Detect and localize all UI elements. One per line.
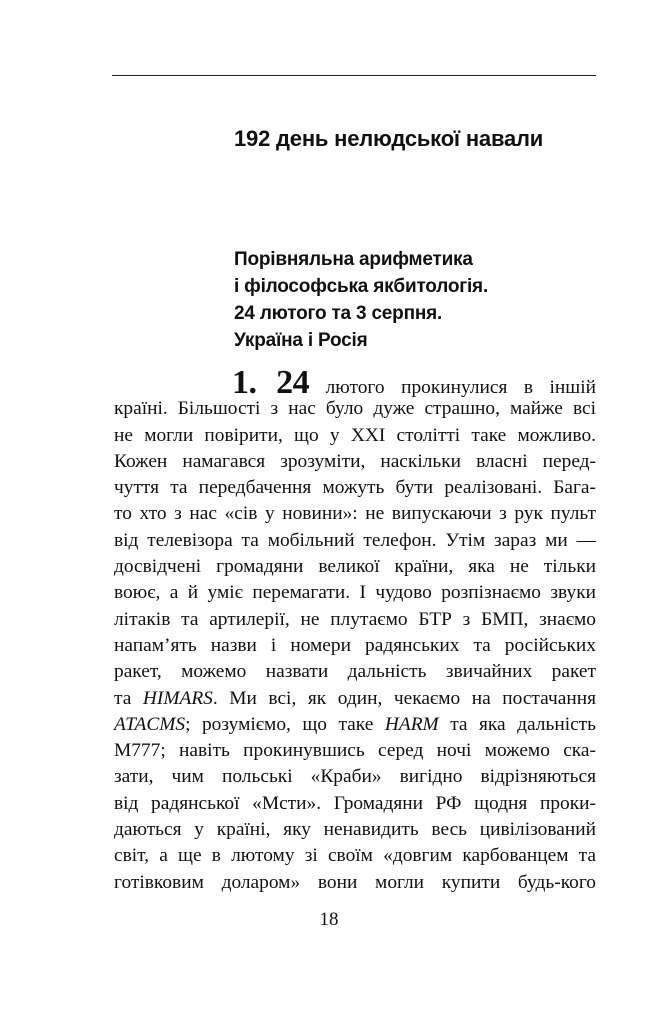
text-line: світ, а ще в лютому зі своїм «довгим карбованцем та xyxy=(114,845,596,867)
text-line: то хто з нас «сів у новини»: не випускаючи з рук пульт xyxy=(114,503,596,525)
running-title: 192 день нелюдської навали xyxy=(234,126,544,151)
italic-term: HARM xyxy=(384,713,439,735)
text-line: Кожен намагався зрозуміти, наскільки власні перед- xyxy=(114,450,596,472)
text-line: від радянської «Мсти». Громадяни РФ щодня проки- xyxy=(114,792,596,814)
text-line: країні. Більшості з нас було дуже страшно, майже всі xyxy=(114,398,596,420)
text-line: від телевізора та мобільний телефон. Утім зараз ми — xyxy=(114,529,596,551)
text-line: напам’ять назви і номери радянських та російських xyxy=(114,634,596,656)
text-line: зати, чим польські «Краби» вигідно відрізняються xyxy=(114,766,596,788)
text-line: та HIMARS. Ми всі, як один, чекаємо на постачання xyxy=(114,687,596,709)
header-rule xyxy=(112,75,596,76)
text-line: не могли повірити, що у XXI столітті таке можливо. xyxy=(114,424,596,446)
text-line: ракет, можемо назвати дальність звичайних ракет xyxy=(114,661,596,683)
text-line: літаків та артилерії, не плутаємо БТР з БМП, знаємо xyxy=(114,608,596,630)
text-line: 1. 24 лютого прокинулися в іншій xyxy=(232,364,596,401)
section-heading-line: Порівняльна арифметика xyxy=(234,249,473,270)
page-number: 18 xyxy=(319,909,339,930)
section-heading-line: і філософська якбитологія. xyxy=(234,276,489,297)
text-line: даються у країні, яку ненавидить весь цивілізований xyxy=(114,819,596,841)
text-line: досвідчені громадяни великої країни, яка не тільки xyxy=(114,556,596,578)
section-heading xyxy=(234,246,634,354)
lead-in-number: 1. 24 xyxy=(232,364,310,401)
section-heading-line: 24 лютого та 3 серпня. xyxy=(234,303,443,324)
body-paragraph xyxy=(114,364,597,896)
italic-term: ATACMS xyxy=(114,713,186,735)
italic-term: HIMARS xyxy=(142,687,213,709)
section-heading-line: Україна і Росія xyxy=(234,330,368,351)
text-line: ATACMS; розуміємо, що таке HARM та яка дальність xyxy=(114,713,597,735)
text-line: М777; навіть прокинувшись серед ночі можемо ска- xyxy=(114,740,596,762)
text-line: чуття та передбачення можуть бути реалізовані. Бага- xyxy=(114,477,596,499)
text-line: воює, а й уміє перемагати. І чудово розпізнаємо звуки xyxy=(114,582,596,604)
text-line: готівковим доларом» вони могли купити будь-кого xyxy=(114,871,596,893)
